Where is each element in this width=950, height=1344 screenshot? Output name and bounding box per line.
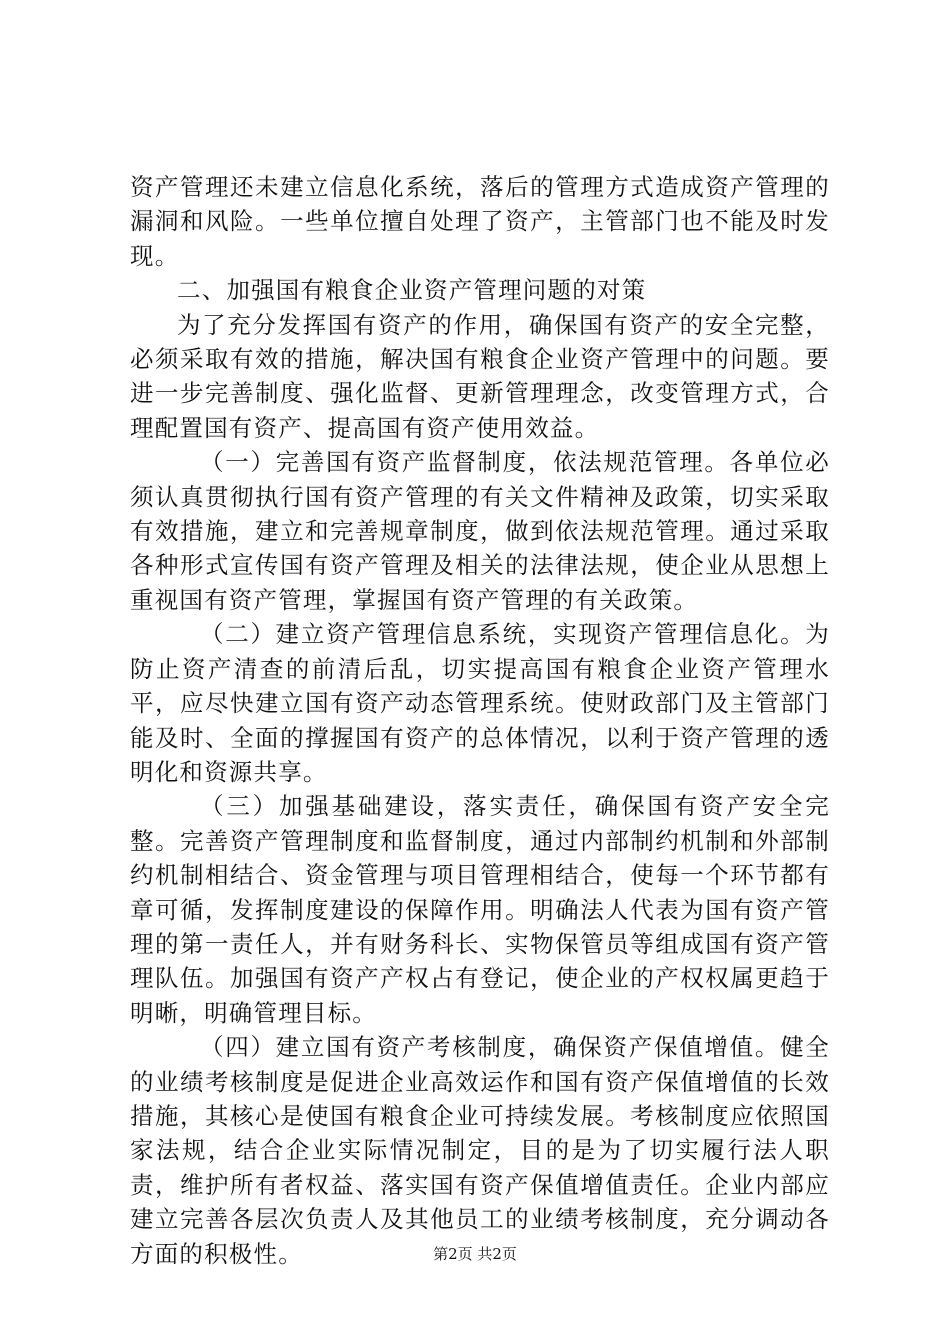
paragraph-continuation: 资产管理还未建立信息化系统，落后的管理方式造成资产管理的漏洞和风险。一些单位擅自处理了资产，主管部门也不能及时发现。 xyxy=(130,173,830,270)
paragraph-item-4: （四）建立国有资产考核制度，确保资产保值增值。健全的业绩考核制度是促进企业高效运作和国有资产保值增值的长效措施，其核心是使国有粮食企业可持续发展。考核制度应依照国家法规，结合企业实际情况制定，目的是为了切实履行法人职责，维护所有者权益、落实国有资产保值增值责任。企业内部应建立完善各层次负责人及其他员工的业绩考核制度，充分调动各方面的积极性。 xyxy=(130,1033,830,1268)
section-heading: 二、加强国有粮食企业资产管理问题的对策 xyxy=(177,276,647,305)
paragraph-item-3: （三）加强基础建设，落实责任，确保国有资产安全完整。完善资产管理制度和监督制度，通过内部制约机制和外部制约机制相结合、资金管理与项目管理相结合，使每一个环节都有章可循，发挥制度建设的保障作用。明确法人代表为国有资产管理的第一责任人，并有财务科长、实物保管员等组成国有资产管理队伍。加强国有资产产权占有登记，使企业的产权权属更趋于明晰，明确管理目标。 xyxy=(130,792,830,1027)
paragraph-intro: 为了充分发挥国有资产的作用，确保国有资产的安全完整，必须采取有效的措施，解决国有粮食企业资产管理中的问题。要进一步完善制度、强化监督、更新管理理念，改变管理方式，合理配置国有资产、提高国有资产使用效益。 xyxy=(130,310,830,442)
paragraph-item-1: （一）完善国有资产监督制度，依法规范管理。各单位必须认真贯彻执行国有资产管理的有关文件精神及政策，切实采取有效措施，建立和完善规章制度，做到依法规范管理。通过采取各种形式宣传国有资产管理及相关的法律法规，使企业从思想上重视国有资产管理，掌握国有资产管理的有关政策。 xyxy=(130,448,830,614)
document-body xyxy=(130,170,830,1271)
paragraph-item-2: （二）建立资产管理信息系统，实现资产管理信息化。为防止资产清查的前清后乱，切实提高国有粮食企业资产管理水平，应尽快建立国有资产动态管理系统。使财政部门及主管部门能及时、全面的撑握国有资产的总体情况，以利于资产管理的透明化和资源共享。 xyxy=(130,620,830,786)
page-footer: 第2页 共2页 xyxy=(433,1245,517,1263)
